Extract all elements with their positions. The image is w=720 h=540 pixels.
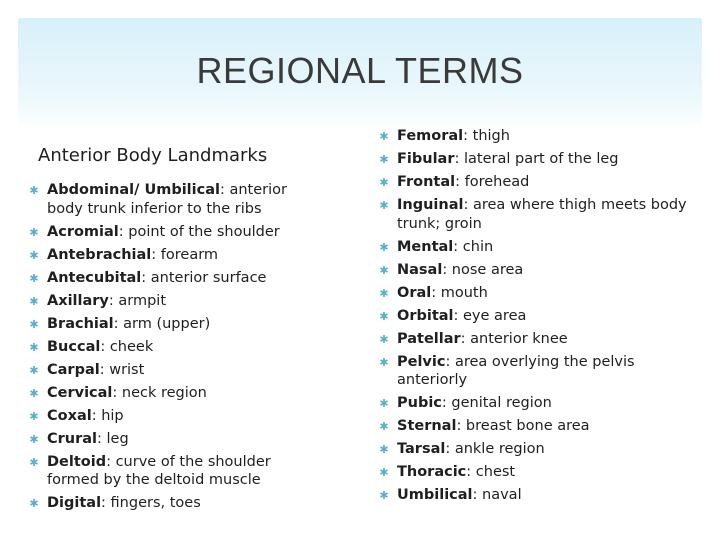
right-term-list (378, 127, 698, 509)
term-description: : neck region (112, 384, 207, 401)
list-item (28, 292, 318, 311)
bullet-icon: ✱ (379, 240, 389, 254)
bullet-icon: ✱ (379, 199, 389, 212)
list-item (28, 181, 318, 218)
bullet-icon: ✱ (29, 340, 39, 354)
list-item (28, 223, 318, 242)
list-item (378, 353, 698, 390)
term: Oral (397, 284, 432, 301)
term-description: : fingers, toes (101, 495, 201, 511)
bullet-icon: ✱ (29, 455, 39, 469)
list-item (28, 338, 318, 357)
term: Coxal (47, 407, 92, 424)
term-description: : armpit (108, 292, 167, 309)
term: Buccal (47, 338, 101, 355)
term: Cervical (47, 384, 113, 401)
list-item (378, 284, 698, 303)
list-item (378, 150, 698, 169)
term: Carpal (47, 361, 100, 378)
list-item (28, 269, 318, 288)
term-description: : area where thigh meets body trunk; groin (397, 197, 687, 232)
list-item (378, 196, 698, 233)
term-description: : hip (91, 407, 124, 424)
bullet-icon: ✱ (379, 443, 389, 456)
list-item (28, 361, 318, 380)
term-description: : point of the shoulder (118, 223, 280, 240)
term-description: : chin (453, 238, 494, 255)
term-description: : thigh (463, 128, 510, 144)
bullet-icon: ✱ (379, 355, 389, 369)
term-description: : genital region (441, 395, 552, 411)
term: Mental (397, 238, 454, 255)
bullet-icon: ✱ (29, 317, 39, 331)
term: Acromial (47, 223, 119, 240)
term: Fibular (397, 151, 455, 167)
term: Pubic (397, 395, 442, 411)
term-description: : curve of the shoulder formed by the deltoid muscle (47, 453, 271, 488)
term: Femoral (397, 128, 464, 144)
term: Crural (47, 430, 98, 447)
term: Pelvic (397, 353, 446, 370)
term: Digital (47, 495, 102, 511)
bullet-icon: ✱ (379, 286, 389, 300)
term-description: : nose area (442, 261, 524, 278)
term: Orbital (397, 307, 454, 324)
bullet-icon: ✱ (379, 397, 389, 410)
bullet-icon: ✱ (29, 497, 39, 510)
term-description: : ankle region (445, 441, 545, 457)
list-item (28, 453, 318, 490)
bullet-icon: ✱ (29, 184, 39, 197)
term-description: : wrist (99, 361, 145, 378)
list-item (28, 494, 318, 513)
list-item (378, 307, 698, 326)
list-item (378, 486, 698, 505)
list-item (378, 417, 698, 436)
list-item (378, 261, 698, 280)
slide-title: REGIONAL TERMS (196, 50, 524, 91)
term-description: : eye area (453, 307, 527, 324)
term-description: : leg (97, 430, 129, 447)
bullet-icon: ✱ (29, 409, 39, 423)
term: Brachial (47, 315, 114, 332)
left-term-list (28, 181, 318, 517)
term-description: : forearm (151, 246, 219, 263)
term-description: : mouth (431, 284, 488, 301)
bullet-icon: ✱ (379, 489, 389, 502)
term-description: : lateral part of the leg (454, 151, 619, 167)
term-description: : naval (472, 487, 522, 503)
list-item (378, 173, 698, 192)
bullet-icon: ✱ (379, 263, 389, 277)
bullet-icon: ✱ (379, 420, 389, 433)
list-item (28, 430, 318, 449)
bullet-icon: ✱ (379, 176, 389, 189)
list-item (378, 463, 698, 482)
list-item (378, 127, 698, 146)
term: Patellar (397, 330, 461, 347)
term: Axillary (47, 292, 109, 309)
bullet-icon: ✱ (29, 248, 39, 262)
term-description: : anterior knee (460, 330, 568, 347)
term-description: : cheek (100, 338, 154, 355)
bullet-icon: ✱ (29, 294, 39, 308)
term: Umbilical (397, 487, 473, 503)
list-item (28, 315, 318, 334)
bullet-icon: ✱ (29, 271, 39, 285)
bullet-icon: ✱ (379, 153, 389, 166)
term-description: : forehead (455, 174, 530, 190)
term: Antecubital (47, 269, 142, 286)
bullet-icon: ✱ (29, 432, 39, 446)
term: Thoracic (397, 464, 467, 480)
bullet-icon: ✱ (379, 332, 389, 346)
list-item (28, 384, 318, 403)
list-item (378, 330, 698, 349)
term-description: : arm (upper) (113, 315, 211, 332)
list-item (28, 246, 318, 265)
bullet-icon: ✱ (379, 466, 389, 479)
term: Nasal (397, 261, 443, 278)
bullet-icon: ✱ (29, 225, 39, 239)
bullet-icon: ✱ (379, 309, 389, 323)
term-description: : chest (466, 464, 516, 480)
term-description: : anterior surface (141, 269, 267, 286)
term-description: : area overlying the pelvis anteriorly (397, 353, 635, 388)
subheading: Anterior Body Landmarks (38, 145, 268, 166)
term: Deltoid (47, 453, 107, 470)
term: Frontal (397, 174, 456, 190)
term: Tarsal (397, 441, 446, 457)
list-item (378, 238, 698, 257)
list-item (378, 394, 698, 413)
term: Abdominal/ Umbilical (47, 182, 220, 198)
term-description: : anterior body trunk inferior to the ribs (47, 182, 287, 217)
bullet-icon: ✱ (379, 130, 389, 143)
bullet-icon: ✱ (29, 386, 39, 400)
list-item (28, 407, 318, 426)
bullet-icon: ✱ (29, 363, 39, 377)
term: Inguinal (397, 197, 464, 213)
term-description: : breast bone area (456, 418, 590, 434)
term: Sternal (397, 418, 457, 434)
term: Antebrachial (47, 246, 152, 263)
list-item (378, 440, 698, 459)
